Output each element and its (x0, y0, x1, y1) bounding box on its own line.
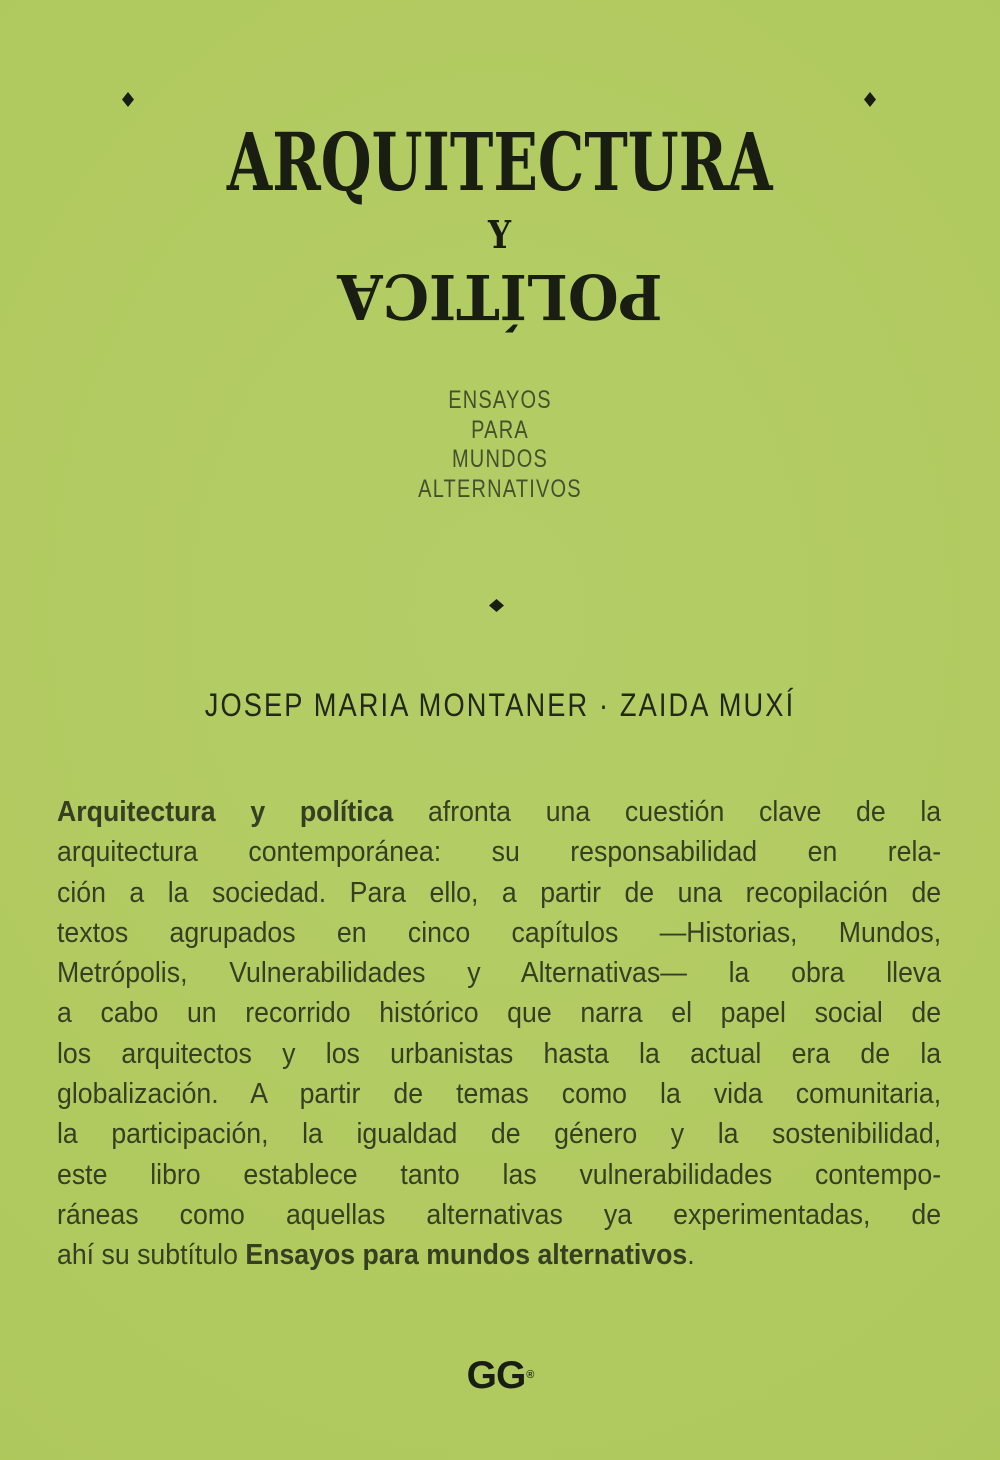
synopsis-bold-subtitle: Ensayos para mundos alternativos (245, 1239, 688, 1272)
synopsis-line: Metrópolis, Vulnerabilidades y Alternativas— la obra lleva (57, 957, 942, 990)
synopsis-paragraph (57, 792, 941, 1276)
cover-title (0, 115, 1000, 209)
authors-line: JOSEP MARIA MONTANER · ZAIDA MUXÍ (204, 687, 796, 723)
publisher-logo (0, 1356, 1000, 1396)
synopsis-line: los arquitectos y los urbanistas hasta la actual era de la (57, 1037, 942, 1070)
publisher-logo-text: GG (466, 1354, 526, 1397)
synopsis-line: a cabo un recorrido histórico que narra el papel social de (57, 997, 942, 1030)
registered-trademark-icon: ® (526, 1369, 535, 1381)
synopsis-line: este libro establece tanto las vulnerabilidades contempo- (57, 1158, 942, 1191)
cover-title-conjunction-text: Y (488, 212, 512, 257)
synopsis-line: ahí su subtítulo Ensayos para mundos alternativos. (57, 1239, 695, 1272)
diamond-separator-icon (489, 599, 504, 612)
synopsis-line: la participación, la igualdad de género y la sostenibilidad, (57, 1118, 942, 1151)
cover-title-flipped-text: POLÍTICA (337, 260, 663, 333)
cover-title-conjunction (0, 212, 1000, 257)
diamond-icon (864, 92, 876, 107)
subtitle-line: MUNDOS (451, 445, 549, 474)
synopsis-line: ción a la sociedad. Para ello, a partir de una recopilación de (57, 876, 942, 909)
cover-title-text: ARQUITECTURA (227, 115, 773, 209)
synopsis-line: Arquitectura y política afronta una cuestión clave de la (57, 796, 942, 828)
subtitle-line: ALTERNATIVOS (418, 474, 582, 503)
synopsis-line: ráneas como aquellas alternativas ya experimentadas, de (57, 1198, 942, 1231)
synopsis-line: globalización. A partir de temas como la vida comunitaria, (57, 1078, 942, 1111)
diamond-icon (122, 92, 134, 107)
synopsis-bold-intro: Arquitectura y política (57, 796, 394, 828)
subtitle-line: PARA (471, 415, 529, 444)
synopsis-line: arquitectura contemporánea: su responsabilidad en rela- (57, 836, 942, 869)
cover-title-flipped (0, 260, 1000, 333)
cover-subtitle (100, 386, 900, 504)
synopsis-line: textos agrupados en cinco capítulos —Historias, Mundos, (57, 916, 942, 949)
subtitle-line: ENSAYOS (448, 386, 552, 414)
